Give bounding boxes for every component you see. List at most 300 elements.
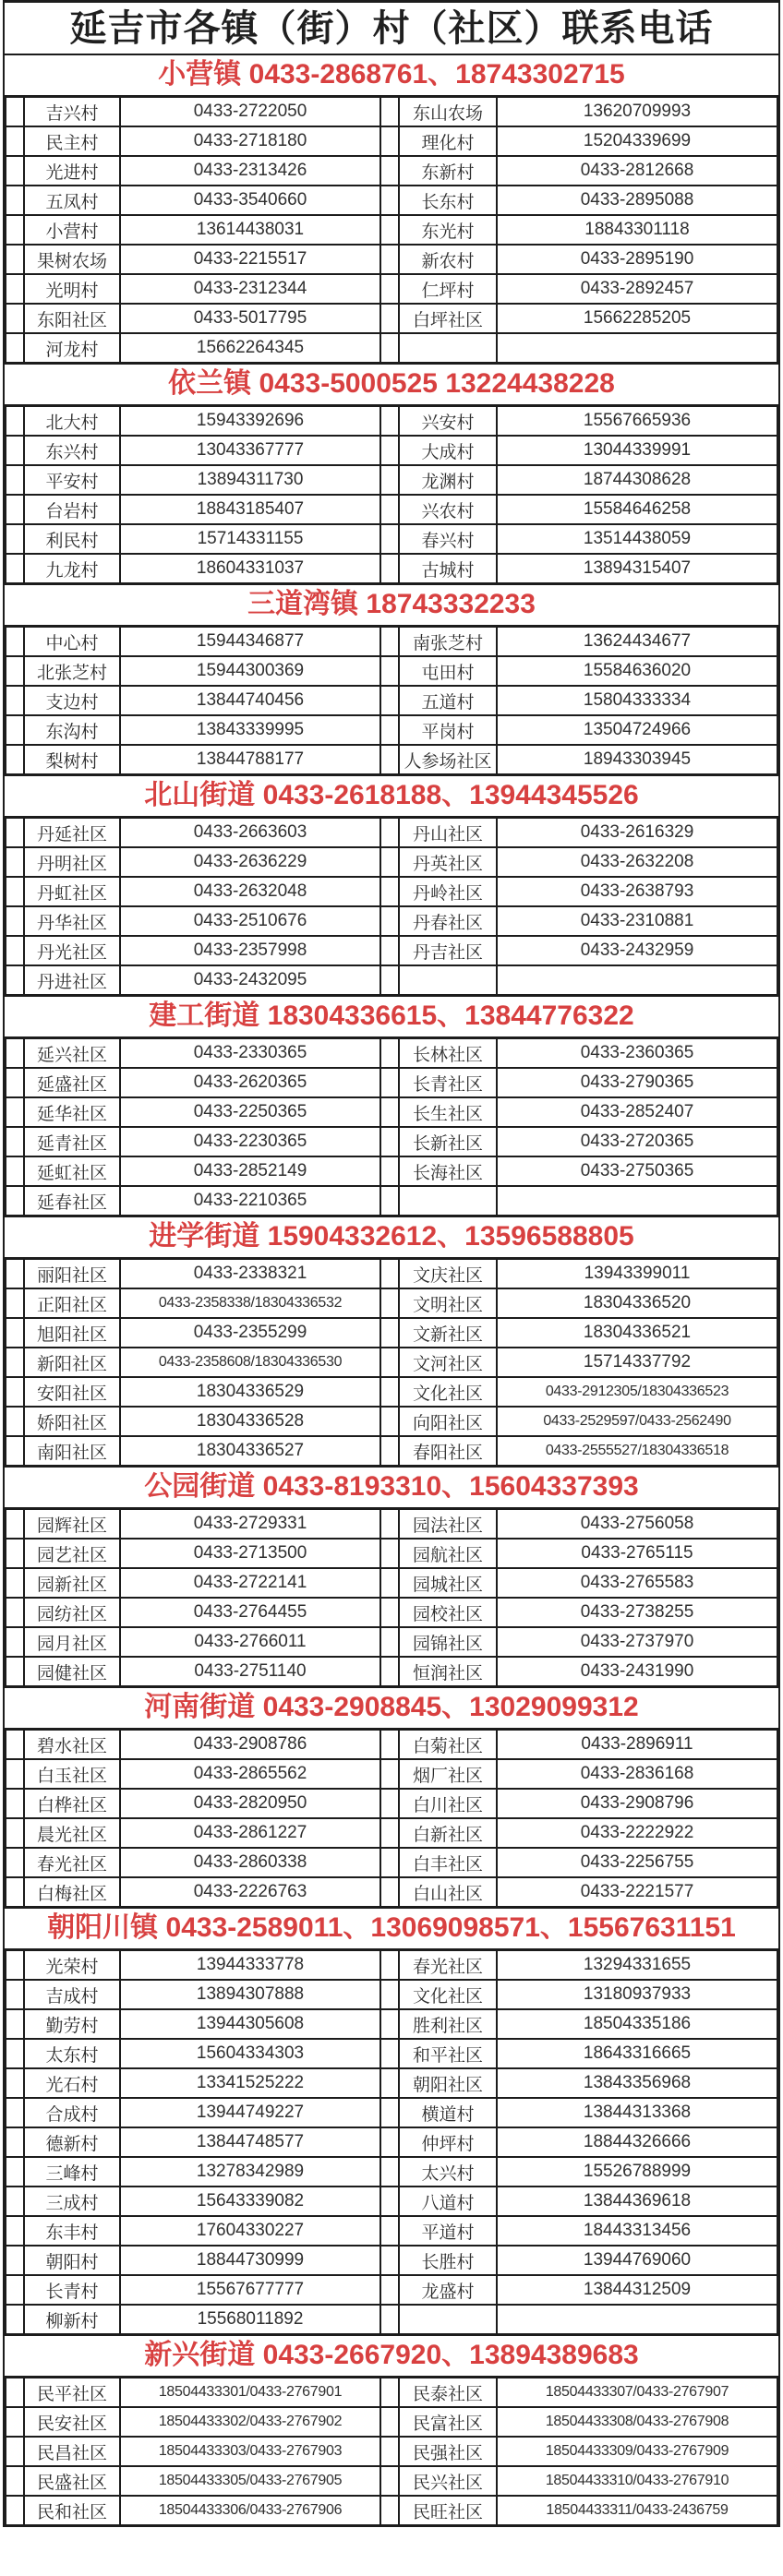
spacer-cell xyxy=(6,215,24,245)
phone-number-cell: 13614438031 xyxy=(120,215,380,245)
phone-number-cell: 15567677777 xyxy=(120,2275,380,2305)
phone-number-cell: 13514438059 xyxy=(497,524,777,554)
phone-number-cell: 0433-2616329 xyxy=(497,818,777,848)
village-name-cell: 吉成村 xyxy=(24,1980,120,2009)
phone-number-cell: 13504724966 xyxy=(497,715,777,745)
spacer-cell xyxy=(6,274,24,304)
spacer-cell xyxy=(6,1759,24,1789)
spacer-cell xyxy=(380,2496,399,2526)
spacer-cell xyxy=(380,2216,399,2246)
phone-number-cell: 0433-2861227 xyxy=(120,1818,380,1848)
spacer-cell xyxy=(6,554,24,584)
spacer-cell xyxy=(6,2187,24,2216)
spacer-cell xyxy=(6,2305,24,2335)
table-row xyxy=(6,554,777,584)
phone-number-cell: 18504433307/0433-2767907 xyxy=(497,2378,777,2408)
phone-number-cell: 0433-2729331 xyxy=(120,1509,380,1540)
phone-number-cell: 0433-2226763 xyxy=(120,1877,380,1908)
spacer-cell xyxy=(380,936,399,965)
phone-number-cell: 0433-2313426 xyxy=(120,156,380,186)
village-name-cell: 民昌社区 xyxy=(24,2437,120,2466)
village-name-cell: 五道村 xyxy=(399,686,497,715)
phone-number-cell: 0433-2750365 xyxy=(497,1156,777,1186)
village-name-cell: 旭阳社区 xyxy=(24,1318,120,1348)
table-row xyxy=(6,2378,777,2408)
phone-number-cell: 0433-2636229 xyxy=(120,847,380,877)
village-name-cell: 东丰村 xyxy=(24,2216,120,2246)
village-name-cell: 民主村 xyxy=(24,126,120,156)
village-name-cell: 东阳社区 xyxy=(24,304,120,333)
village-name-cell: 白丰社区 xyxy=(399,1848,497,1877)
phone-number-cell: 0433-5017795 xyxy=(120,304,380,333)
table-row xyxy=(6,2437,777,2466)
phone-number-cell: 18604331037 xyxy=(120,554,380,584)
phone-number-cell: 13944305608 xyxy=(120,2009,380,2039)
spacer-cell xyxy=(6,97,24,127)
phone-number-cell: 0433-2338321 xyxy=(120,1259,380,1289)
table-row xyxy=(6,906,777,936)
village-name-cell: 文明社区 xyxy=(399,1288,497,1318)
spacer-cell xyxy=(380,2305,399,2335)
phone-number-cell: 13043367777 xyxy=(120,436,380,465)
table-row xyxy=(6,1759,777,1789)
village-name-cell: 春兴村 xyxy=(399,524,497,554)
village-name-cell: 新阳社区 xyxy=(24,1348,120,1377)
village-name-cell: 长青村 xyxy=(24,2275,120,2305)
table-row xyxy=(6,2466,777,2496)
phone-number-cell: 13844740456 xyxy=(120,686,380,715)
contact-table-body xyxy=(6,2378,777,2526)
phone-number-cell: 0433-2529597/0433-2562490 xyxy=(497,1407,777,1436)
phone-number-cell: 0433-2358338/18304336532 xyxy=(120,1288,380,1318)
spacer-cell xyxy=(380,2068,399,2098)
table-row xyxy=(6,1789,777,1818)
village-name-cell: 民兴社区 xyxy=(399,2466,497,2496)
table-row xyxy=(6,656,777,686)
spacer-cell xyxy=(380,126,399,156)
spacer-cell xyxy=(6,1818,24,1848)
spacer-cell xyxy=(6,1789,24,1818)
phone-number-cell xyxy=(497,2305,777,2335)
village-name-cell: 文新社区 xyxy=(399,1318,497,1348)
phone-number-cell: 0433-2663603 xyxy=(120,818,380,848)
spacer-cell xyxy=(6,627,24,657)
village-name-cell: 民旺社区 xyxy=(399,2496,497,2526)
phone-number-cell: 18504433310/0433-2767910 xyxy=(497,2466,777,2496)
phone-number-cell: 0433-2722050 xyxy=(120,97,380,127)
spacer-cell xyxy=(6,1377,24,1407)
spacer-cell xyxy=(6,1950,24,1981)
village-name-cell: 丹吉社区 xyxy=(399,936,497,965)
spacer-cell xyxy=(6,2098,24,2127)
phone-number-cell: 0433-2215517 xyxy=(120,245,380,274)
phone-number-cell: 15584646258 xyxy=(497,495,777,524)
spacer-cell xyxy=(6,1156,24,1186)
village-name-cell: 丹春社区 xyxy=(399,906,497,936)
spacer-cell xyxy=(6,1539,24,1568)
village-name-cell: 向阳社区 xyxy=(399,1407,497,1436)
village-name-cell: 娇阳社区 xyxy=(24,1407,120,1436)
village-name-cell: 小营村 xyxy=(24,215,120,245)
phone-number-cell: 0433-2852149 xyxy=(120,1156,380,1186)
district-section xyxy=(5,55,778,365)
table-row xyxy=(6,215,777,245)
table-row xyxy=(6,1627,777,1657)
district-section xyxy=(5,776,778,997)
table-row xyxy=(6,2407,777,2437)
spacer-cell xyxy=(6,1877,24,1908)
village-name-cell: 园校社区 xyxy=(399,1598,497,1627)
village-name-cell: 碧水社区 xyxy=(24,1730,120,1760)
spacer-cell xyxy=(380,2187,399,2216)
phone-number-cell: 13843356968 xyxy=(497,2068,777,2098)
spacer-cell xyxy=(6,1288,24,1318)
table-row xyxy=(6,2496,777,2526)
spacer-cell xyxy=(380,215,399,245)
spacer-cell xyxy=(380,1877,399,1908)
spacer-cell xyxy=(6,686,24,715)
district-header: 小营镇 0433-2868761、18743302715 xyxy=(158,59,625,90)
spacer-cell xyxy=(380,1259,399,1289)
spacer-cell xyxy=(6,126,24,156)
phone-number-cell: 0433-2895190 xyxy=(497,245,777,274)
village-name-cell: 梨树村 xyxy=(24,745,120,775)
spacer-cell xyxy=(380,627,399,657)
spacer-cell xyxy=(6,1259,24,1289)
village-name-cell: 烟厂社区 xyxy=(399,1759,497,1789)
spacer-cell xyxy=(6,965,24,996)
phone-number-cell: 18843185407 xyxy=(120,495,380,524)
spacer-cell xyxy=(6,304,24,333)
spacer-cell xyxy=(380,2275,399,2305)
village-name-cell: 白桦社区 xyxy=(24,1789,120,1818)
village-name-cell: 三峰村 xyxy=(24,2157,120,2187)
village-name-cell: 光进村 xyxy=(24,156,120,186)
table-row xyxy=(6,1127,777,1156)
phone-number-cell: 13620709993 xyxy=(497,97,777,127)
village-name-cell: 东兴村 xyxy=(24,436,120,465)
contact-table xyxy=(5,1728,778,1909)
phone-number-cell: 15643339082 xyxy=(120,2187,380,2216)
table-row xyxy=(6,818,777,848)
phone-number-cell: 0433-2250365 xyxy=(120,1097,380,1127)
phone-number-cell: 0433-2737970 xyxy=(497,1627,777,1657)
village-name-cell: 仲坪村 xyxy=(399,2127,497,2157)
phone-number-cell xyxy=(497,965,777,996)
contact-table xyxy=(5,1257,778,1468)
spacer-cell xyxy=(380,1436,399,1467)
phone-number-cell: 13844369618 xyxy=(497,2187,777,2216)
phone-number-cell: 0433-2230365 xyxy=(120,1127,380,1156)
village-name-cell: 长东村 xyxy=(399,186,497,215)
spacer-cell xyxy=(6,2275,24,2305)
village-name-cell: 支边村 xyxy=(24,686,120,715)
spacer-cell xyxy=(380,965,399,996)
village-name-cell: 古城村 xyxy=(399,554,497,584)
village-name-cell: 合成村 xyxy=(24,2098,120,2127)
spacer-cell xyxy=(6,465,24,495)
phone-number-cell: 0433-2432095 xyxy=(120,965,380,996)
spacer-cell xyxy=(6,2466,24,2496)
phone-number-cell: 0433-2431990 xyxy=(497,1657,777,1687)
spacer-cell xyxy=(6,245,24,274)
table-row xyxy=(6,745,777,775)
spacer-cell xyxy=(380,1097,399,1127)
spacer-cell xyxy=(6,2157,24,2187)
village-name-cell: 北大村 xyxy=(24,406,120,437)
phone-number-cell: 13844788177 xyxy=(120,745,380,775)
phone-number-cell: 15584636020 xyxy=(497,656,777,686)
phone-number-cell: 18504335186 xyxy=(497,2009,777,2039)
village-name-cell: 丹光社区 xyxy=(24,936,120,965)
village-name-cell: 朝阳村 xyxy=(24,2246,120,2275)
phone-number-cell: 15568011892 xyxy=(120,2305,380,2335)
spacer-cell xyxy=(380,2098,399,2127)
village-name-cell: 东山农场 xyxy=(399,97,497,127)
spacer-cell xyxy=(380,1627,399,1657)
district-header: 三道湾镇 18743332233 xyxy=(247,589,536,619)
village-name-cell: 民平社区 xyxy=(24,2378,120,2408)
village-name-cell: 利民村 xyxy=(24,524,120,554)
spacer-cell xyxy=(380,1377,399,1407)
village-name-cell: 南阳社区 xyxy=(24,1436,120,1467)
phone-number-cell: 0433-2555527/18304336518 xyxy=(497,1436,777,1467)
table-row xyxy=(6,686,777,715)
phone-number-cell: 0433-2720365 xyxy=(497,1127,777,1156)
spacer-cell xyxy=(6,1848,24,1877)
contact-table xyxy=(5,1507,778,1688)
village-name-cell: 丹进社区 xyxy=(24,965,120,996)
village-name-cell: 民盛社区 xyxy=(24,2466,120,2496)
village-name-cell: 春光社区 xyxy=(24,1848,120,1877)
table-row xyxy=(6,465,777,495)
phone-number-cell: 18504433302/0433-2767902 xyxy=(120,2407,380,2437)
village-name-cell: 平岗村 xyxy=(399,715,497,745)
village-name-cell: 文河社区 xyxy=(399,1348,497,1377)
spacer-cell xyxy=(380,554,399,584)
spacer-cell xyxy=(6,1186,24,1216)
phone-number-cell: 18844730999 xyxy=(120,2246,380,2275)
spacer-cell xyxy=(6,524,24,554)
spacer-cell xyxy=(6,1097,24,1127)
phone-number-cell: 0433-2852407 xyxy=(497,1097,777,1127)
spacer-cell xyxy=(380,1539,399,1568)
village-name-cell: 丹华社区 xyxy=(24,906,120,936)
spacer-cell xyxy=(380,2009,399,2039)
spacer-cell xyxy=(380,1348,399,1377)
phone-number-cell: 18504433308/0433-2767908 xyxy=(497,2407,777,2437)
village-name-cell: 长林社区 xyxy=(399,1038,497,1069)
table-row xyxy=(6,847,777,877)
spacer-cell xyxy=(6,406,24,437)
village-name-cell: 延盛社区 xyxy=(24,1068,120,1097)
table-row xyxy=(6,2275,777,2305)
spacer-cell xyxy=(6,186,24,215)
phone-number-cell: 0433-2790365 xyxy=(497,1068,777,1097)
table-row xyxy=(6,1186,777,1216)
village-name-cell: 正阳社区 xyxy=(24,1288,120,1318)
spacer-cell xyxy=(380,304,399,333)
village-name-cell: 平安村 xyxy=(24,465,120,495)
village-name-cell: 丹山社区 xyxy=(399,818,497,848)
phone-number-cell: 18504433309/0433-2767909 xyxy=(497,2437,777,2466)
spacer-cell xyxy=(6,1730,24,1760)
village-name-cell: 晨光社区 xyxy=(24,1818,120,1848)
contact-table-body xyxy=(6,1950,777,2335)
phone-number-cell: 0433-2358608/18304336530 xyxy=(120,1348,380,1377)
phone-number-cell: 13944769060 xyxy=(497,2246,777,2275)
phone-number-cell: 15526788999 xyxy=(497,2157,777,2187)
spacer-cell xyxy=(6,2216,24,2246)
table-row xyxy=(6,97,777,127)
spacer-cell xyxy=(6,1436,24,1467)
phone-number-cell: 0433-2638793 xyxy=(497,877,777,906)
phone-number-cell: 0433-2355299 xyxy=(120,1318,380,1348)
phone-number-cell: 13844312509 xyxy=(497,2275,777,2305)
spacer-cell xyxy=(380,1848,399,1877)
village-name-cell: 民泰社区 xyxy=(399,2378,497,2408)
table-row xyxy=(6,2157,777,2187)
district-section xyxy=(5,997,778,1217)
phone-number-cell: 0433-2812668 xyxy=(497,156,777,186)
village-name-cell: 延兴社区 xyxy=(24,1038,120,1069)
village-name-cell: 白山社区 xyxy=(399,1877,497,1908)
phone-number-cell: 0433-2632048 xyxy=(120,877,380,906)
village-name-cell: 龙盛村 xyxy=(399,2275,497,2305)
village-name-cell: 北张芝村 xyxy=(24,656,120,686)
spacer-cell xyxy=(6,818,24,848)
village-name-cell: 中心村 xyxy=(24,627,120,657)
village-name-cell: 园健社区 xyxy=(24,1657,120,1687)
phone-number-cell: 13894315407 xyxy=(497,554,777,584)
phone-number-cell: 18843301118 xyxy=(497,215,777,245)
phone-number-cell: 0433-2713500 xyxy=(120,1539,380,1568)
village-name-cell xyxy=(399,1186,497,1216)
contact-table-body xyxy=(6,1038,777,1216)
sections-container xyxy=(5,55,778,2527)
contact-table xyxy=(5,1036,778,1217)
table-row xyxy=(6,2187,777,2216)
contact-table xyxy=(5,2376,778,2527)
phone-number-cell: 15567665936 xyxy=(497,406,777,437)
village-name-cell: 园月社区 xyxy=(24,1627,120,1657)
village-name-cell: 延华社区 xyxy=(24,1097,120,1127)
village-name-cell: 民和社区 xyxy=(24,2496,120,2526)
village-name-cell: 丹英社区 xyxy=(399,847,497,877)
spacer-cell xyxy=(6,156,24,186)
spacer-cell xyxy=(380,186,399,215)
table-row xyxy=(6,1436,777,1467)
village-name-cell: 大成村 xyxy=(399,436,497,465)
village-name-cell: 民强社区 xyxy=(399,2437,497,2466)
spacer-cell xyxy=(380,745,399,775)
village-name-cell: 长青社区 xyxy=(399,1068,497,1097)
village-name-cell: 台岩村 xyxy=(24,495,120,524)
spacer-cell xyxy=(6,1568,24,1598)
spacer-cell xyxy=(380,1980,399,2009)
phone-number-cell: 18304336521 xyxy=(497,1318,777,1348)
village-name-cell: 平道村 xyxy=(399,2216,497,2246)
village-name-cell: 太东村 xyxy=(24,2039,120,2068)
phone-number-cell: 15662264345 xyxy=(120,333,380,364)
village-name-cell: 龙渊村 xyxy=(399,465,497,495)
table-row xyxy=(6,1877,777,1908)
village-name-cell: 八道村 xyxy=(399,2187,497,2216)
contact-table-body xyxy=(6,1730,777,1908)
district-header: 北山街道 0433-2618188、13944345526 xyxy=(144,780,639,810)
village-name-cell: 理化村 xyxy=(399,126,497,156)
phone-number-cell: 13844313368 xyxy=(497,2098,777,2127)
table-row xyxy=(6,627,777,657)
spacer-cell xyxy=(6,1598,24,1627)
phone-number-cell: 13894307888 xyxy=(120,1980,380,2009)
spacer-cell xyxy=(6,495,24,524)
table-row xyxy=(6,2039,777,2068)
spacer-cell xyxy=(380,495,399,524)
table-row xyxy=(6,406,777,437)
phone-number-cell: 13943399011 xyxy=(497,1259,777,1289)
table-row xyxy=(6,524,777,554)
table-row xyxy=(6,877,777,906)
spacer-cell xyxy=(380,818,399,848)
district-header: 建工街道 18304336615、13844776322 xyxy=(149,1000,634,1031)
phone-number-cell: 0433-2718180 xyxy=(120,126,380,156)
table-row xyxy=(6,2068,777,2098)
village-name-cell: 园艺社区 xyxy=(24,1539,120,1568)
village-name-cell: 园法社区 xyxy=(399,1509,497,1540)
spacer-cell xyxy=(6,1068,24,1097)
spacer-cell xyxy=(380,1730,399,1760)
spacer-cell xyxy=(6,1657,24,1687)
phone-number-cell: 0433-2310881 xyxy=(497,906,777,936)
spacer-cell xyxy=(6,936,24,965)
spacer-cell xyxy=(380,847,399,877)
table-row xyxy=(6,2305,777,2335)
spacer-cell xyxy=(6,2496,24,2526)
spacer-cell xyxy=(380,2407,399,2437)
spacer-cell xyxy=(380,2378,399,2408)
district-header: 公园街道 0433-8193310、15604337393 xyxy=(144,1471,639,1502)
table-row xyxy=(6,495,777,524)
village-name-cell: 兴安村 xyxy=(399,406,497,437)
page-title: 延吉市各镇（街）村（社区）联系电话 xyxy=(5,0,778,55)
village-name-cell: 光明村 xyxy=(24,274,120,304)
phone-number-cell: 0433-2510676 xyxy=(120,906,380,936)
spacer-cell xyxy=(6,436,24,465)
table-row xyxy=(6,1848,777,1877)
village-name-cell: 文庆社区 xyxy=(399,1259,497,1289)
table-row xyxy=(6,1509,777,1540)
spacer-cell xyxy=(380,1950,399,1981)
phone-number-cell: 0433-2632208 xyxy=(497,847,777,877)
contact-table-body xyxy=(6,1259,777,1467)
spacer-cell xyxy=(6,2009,24,2039)
spacer-cell xyxy=(6,906,24,936)
village-name-cell xyxy=(399,333,497,364)
table-row xyxy=(6,1539,777,1568)
table-row xyxy=(6,1568,777,1598)
district-header: 进学街道 15904332612、13596588805 xyxy=(149,1221,634,1252)
village-name-cell: 东新村 xyxy=(399,156,497,186)
spacer-cell xyxy=(6,1627,24,1657)
spacer-cell xyxy=(380,1568,399,1598)
village-name-cell: 胜利社区 xyxy=(399,2009,497,2039)
district-section xyxy=(5,585,778,776)
village-name-cell: 丽阳社区 xyxy=(24,1259,120,1289)
spacer-cell xyxy=(380,2466,399,2496)
table-row xyxy=(6,2127,777,2157)
table-row xyxy=(6,304,777,333)
